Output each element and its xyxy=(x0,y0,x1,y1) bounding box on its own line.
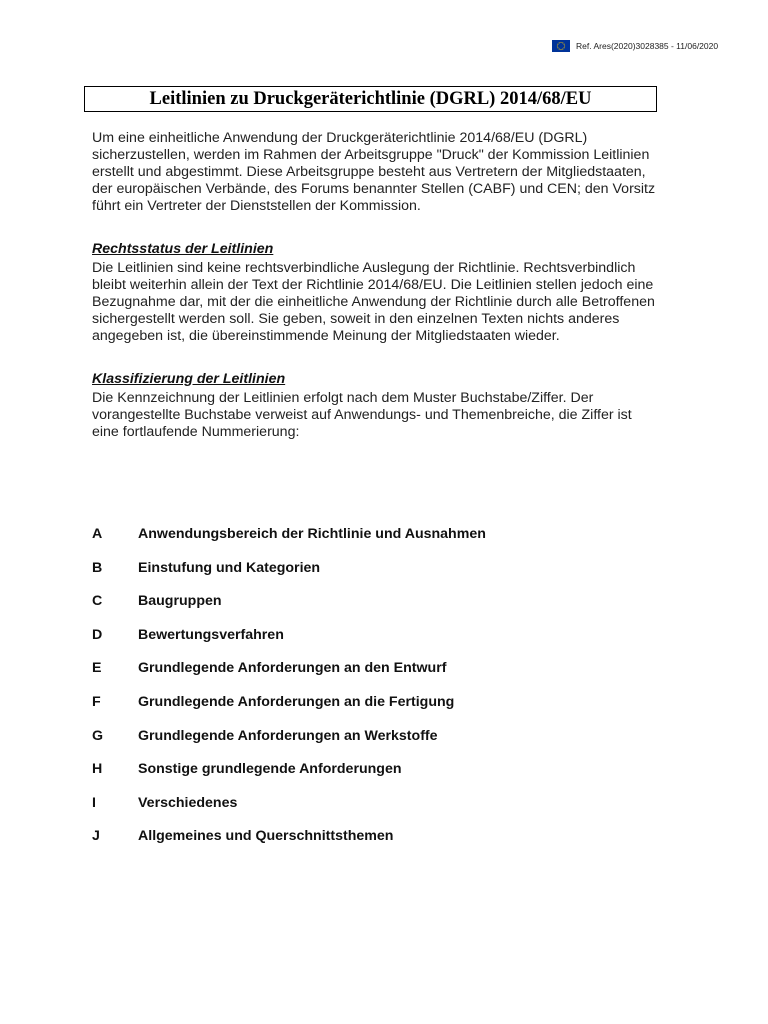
category-letter: C xyxy=(92,593,103,610)
section-text-classification: Die Kennzeichnung der Leitlinien erfolgt nach dem Muster Buchstabe/Ziffer. Der vorangestellte Buchstabe verweist auf Anwendungs- und Themenbreiche, die Ziffer ist eine fortlaufende Nummerierung: xyxy=(92,390,632,440)
category-label: Grundlegende Anforderungen an die Fertigung xyxy=(138,693,455,710)
category-letter: J xyxy=(92,828,100,845)
category-letter: G xyxy=(92,727,104,744)
eu-flag-icon xyxy=(552,40,570,52)
category-label: Grundlegende Anforderungen an den Entwurf xyxy=(138,660,447,677)
category-label: Bewertungsverfahren xyxy=(138,626,284,643)
category-item-g xyxy=(92,728,652,762)
category-letter: B xyxy=(92,559,103,576)
category-label: Baugruppen xyxy=(138,593,222,610)
category-item-h xyxy=(92,761,652,795)
category-item-f xyxy=(92,694,652,728)
document-body xyxy=(92,130,662,441)
intro-paragraph: Um eine einheitliche Anwendung der Druckgeräterichtlinie 2014/68/EU (DGRL) sicherzustellen, werden im Rahmen der Arbeitsgruppe "Druck" der Kommission Leitlinien erstellt und abgestimmt. Diese Arbeitsgruppe besteht aus Vertretern der Mitgliedstaaten, der europäischen Verbände, des Forums benannter Stellen (CABF) und CEN; den Vorsitz führt ein Vertreter der Dienststellen der Kommission. xyxy=(92,130,656,214)
category-letter: A xyxy=(92,526,103,542)
category-item-i xyxy=(92,795,652,829)
category-item-d xyxy=(92,627,652,661)
category-item-b xyxy=(92,560,652,594)
category-letter: I xyxy=(92,794,96,811)
category-letter: D xyxy=(92,626,103,643)
category-letter: E xyxy=(92,660,102,677)
category-letter: F xyxy=(92,693,101,710)
section-heading-classification: Klassifizierung der Leitlinien xyxy=(92,371,286,387)
category-label: Anwendungsbereich der Richtlinie und Ausnahmen xyxy=(138,526,486,542)
category-item-e xyxy=(92,660,652,694)
category-label: Grundlegende Anforderungen an Werkstoffe xyxy=(138,727,438,744)
reference-text: Ref. Ares(2020)3028385 - 11/06/2020 xyxy=(576,41,719,51)
category-list xyxy=(92,526,652,862)
category-label: Allgemeines und Querschnittsthemen xyxy=(138,828,394,845)
reference-stamp xyxy=(552,40,718,52)
category-label: Verschiedenes xyxy=(138,794,238,811)
document-title: Leitlinien zu Druckgeräterichtlinie (DGRL) 2014/68/EU xyxy=(84,86,657,112)
category-item-a xyxy=(92,526,652,560)
category-label: Einstufung und Kategorien xyxy=(138,559,321,576)
section-text-legal-status: Die Leitlinien sind keine rechtsverbindliche Auslegung der Richtlinie. Rechtsverbindlich bleibt weiterhin allein der Text der Richtlinie 2014/68/EU. Die Leitlinien stellen jedoch eine Bezugnahme dar, mit der die einheitliche Anwendung der Richtlinie durch alle Betroffenen sichergestellt werden soll. Sie geben, soweit in den einzelnen Texten nichts anderes angegeben ist, die übereinstimmende Meinung der Mitgliedstaaten wieder. xyxy=(92,260,655,344)
category-item-c xyxy=(92,593,652,627)
category-label: Sonstige grundlegende Anforderungen xyxy=(138,761,402,778)
category-item-j xyxy=(92,828,652,862)
section-heading-legal-status: Rechtsstatus der Leitlinien xyxy=(92,241,274,257)
category-letter: H xyxy=(92,761,103,778)
